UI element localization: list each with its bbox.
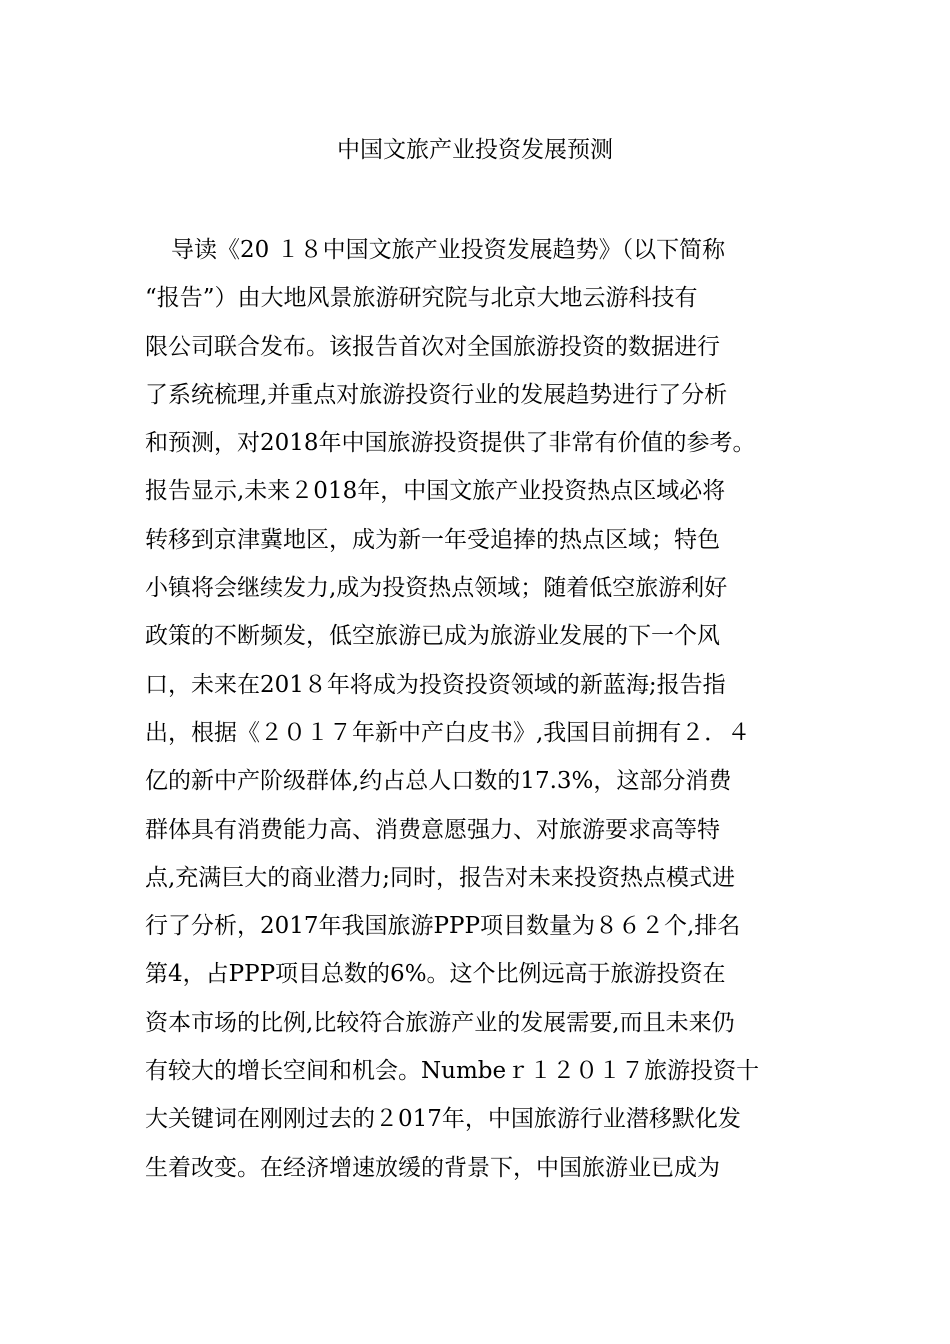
body-line: 政策的不断频发，低空旅游已成为旅游业发展的下一个风 [145, 623, 720, 650]
body-line: 转移到京津冀地区，成为新一年受追捧的热点区域；特色 [145, 526, 720, 553]
body-line: 报告显示,未来２018年，中国文旅产业投资热点区域必将 [145, 478, 726, 505]
body-line: 第4，占PPP项目总数的6%。这个比例远高于旅游投资在 [145, 961, 726, 988]
body-text [145, 226, 845, 1192]
body-line: 行了分析，2017年我国旅游PPP项目数量为８６２个,排名 [145, 913, 741, 940]
body-line: 和预测，对2018年中国旅游投资提供了非常有价值的参考。 [145, 430, 756, 457]
body-line: 限公司联合发布。该报告首次对全国旅游投资的数据进行 [145, 333, 720, 360]
body-line: 口，未来在201８年将成为投资投资领域的新蓝海;报告指 [145, 671, 726, 698]
body-line: 大关键词在刚刚过去的２017年，中国旅游行业潜移默化发 [145, 1106, 741, 1133]
body-line: “报告”）由大地风景旅游研究院与北京大地云游科技有 [145, 285, 698, 312]
body-line: 点,充满巨大的商业潜力;同时，报告对未来投资热点模式进 [145, 864, 736, 891]
body-line: 小镇将会继续发力,成为投资热点领域；随着低空旅游利好 [145, 575, 728, 602]
body-line: 群体具有消费能力高、消费意愿强力、对旅游要求高等特 [145, 816, 720, 843]
body-line: 亿的新中产阶级群体,约占总人口数的17.3%，这部分消费 [145, 768, 732, 795]
body-line: 资本市场的比例,比较符合旅游产业的发展需要,而且未来仍 [145, 1009, 735, 1036]
body-line: 生着改变。在经济增速放缓的背景下，中国旅游业已成为 [145, 1154, 720, 1181]
body-line: 了系统梳理,并重点对旅游投资行业的发展趋势进行了分析 [145, 381, 728, 408]
body-line: 有较大的增长空间和机会。Numbeｒ１２０１７旅游投资十 [145, 1058, 760, 1085]
body-line: 导读《20 １８中国文旅产业投资发展趋势》（以下简称 [171, 237, 726, 263]
page-title: 中国文旅产业投资发展预测 [337, 137, 613, 163]
body-line: 出，根据《２０１７年新中产白皮书》,我国目前拥有２．４ [145, 719, 751, 746]
